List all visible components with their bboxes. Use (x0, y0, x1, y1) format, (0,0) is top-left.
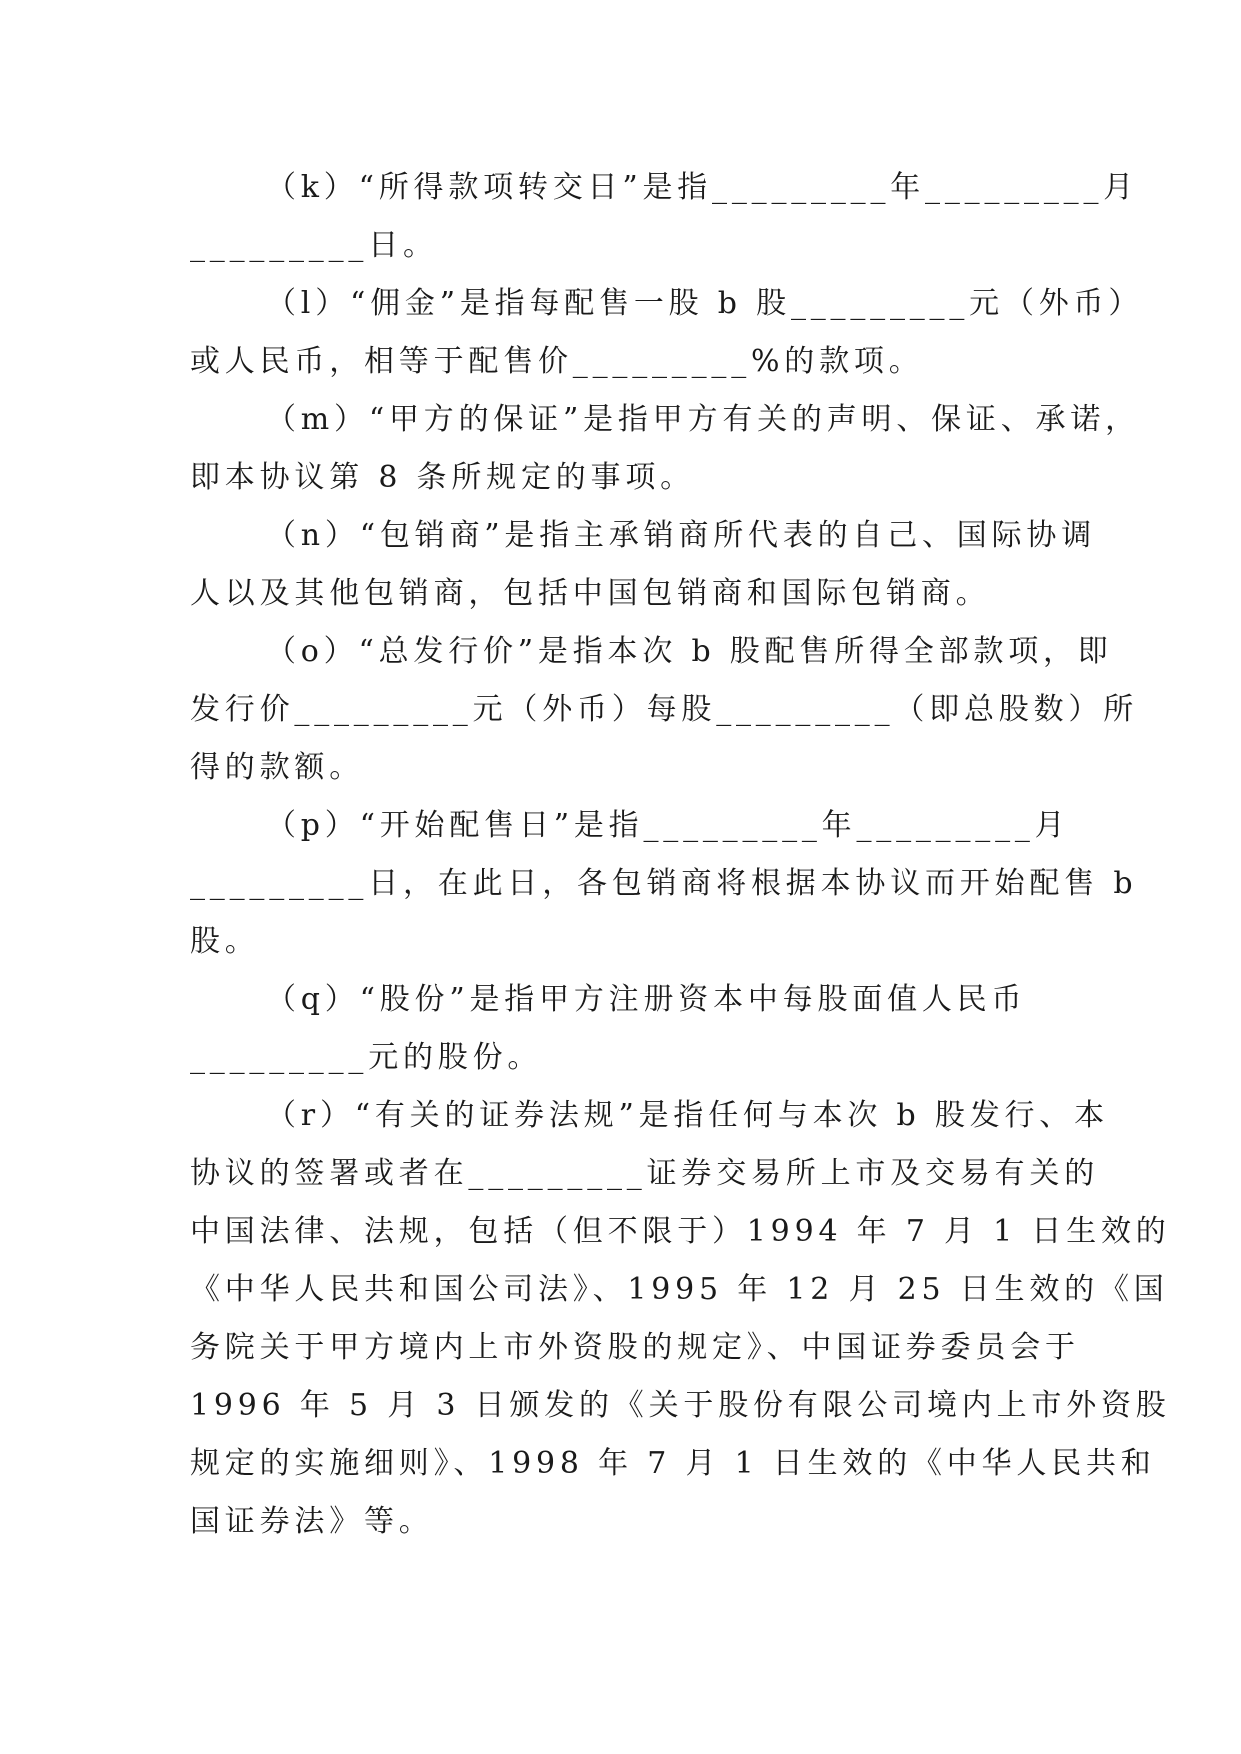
text-line: _________日。 (190, 228, 438, 263)
text-line: （p）“开始配售日”是指_________年_________月 (266, 808, 1070, 843)
text-line: 国证券法》等。 (190, 1504, 434, 1539)
text-line: 或人民币，相等于配售价_________%的款项。 (190, 344, 924, 379)
text-line: 规定的实施细则》、1998 年 7 月 1 日生效的《中华人民共和 (190, 1446, 1156, 1481)
text-line: 协议的签署或者在_________证券交易所上市及交易有关的 (190, 1156, 1099, 1191)
text-line: （n）“包销商”是指主承销商所代表的自己、国际协调 (266, 518, 1096, 553)
text-line: （q）“股份”是指甲方注册资本中每股面值人民币 (266, 982, 1027, 1017)
text-line: （k）“所得款项转交日”是指_________年_________月 (266, 170, 1139, 205)
text-line: 《中华人民共和国公司法》、1995 年 12 月 25 日生效的《国 (190, 1272, 1169, 1307)
text-line: 即本协议第 8 条所规定的事项。 (190, 460, 695, 495)
text-line: （o）“总发行价”是指本次 b 股配售所得全部款项，即 (266, 634, 1113, 669)
text-line: （l）“佣金”是指每配售一股 b 股_________元（外币） (266, 286, 1144, 321)
text-line: 股。 (190, 924, 260, 959)
text-line: 1996 年 5 月 3 日颁发的《关于股份有限公司境内上市外资股 (190, 1388, 1171, 1423)
text-line: _________元的股份。 (190, 1040, 543, 1075)
text-line: 务院关于甲方境内上市外资股的规定》、中国证券委员会于 (190, 1330, 1080, 1365)
text-line: _________日，在此日，各包销商将根据本协议而开始配售 b (190, 866, 1138, 901)
text-line: 人以及其他包销商，包括中国包销商和国际包销商。 (190, 576, 991, 611)
text-line: （r）“有关的证券法规”是指任何与本次 b 股发行、本 (266, 1098, 1109, 1133)
text-line: 得的款额。 (190, 750, 364, 785)
text-line: 发行价_________元（外币）每股_________（即总股数）所 (190, 692, 1138, 727)
text-line: 中国法律、法规，包括（但不限于）1994 年 7 月 1 日生效的 (190, 1214, 1171, 1249)
text-line: （m）“甲方的保证”是指甲方有关的声明、保证、承诺， (266, 402, 1140, 437)
